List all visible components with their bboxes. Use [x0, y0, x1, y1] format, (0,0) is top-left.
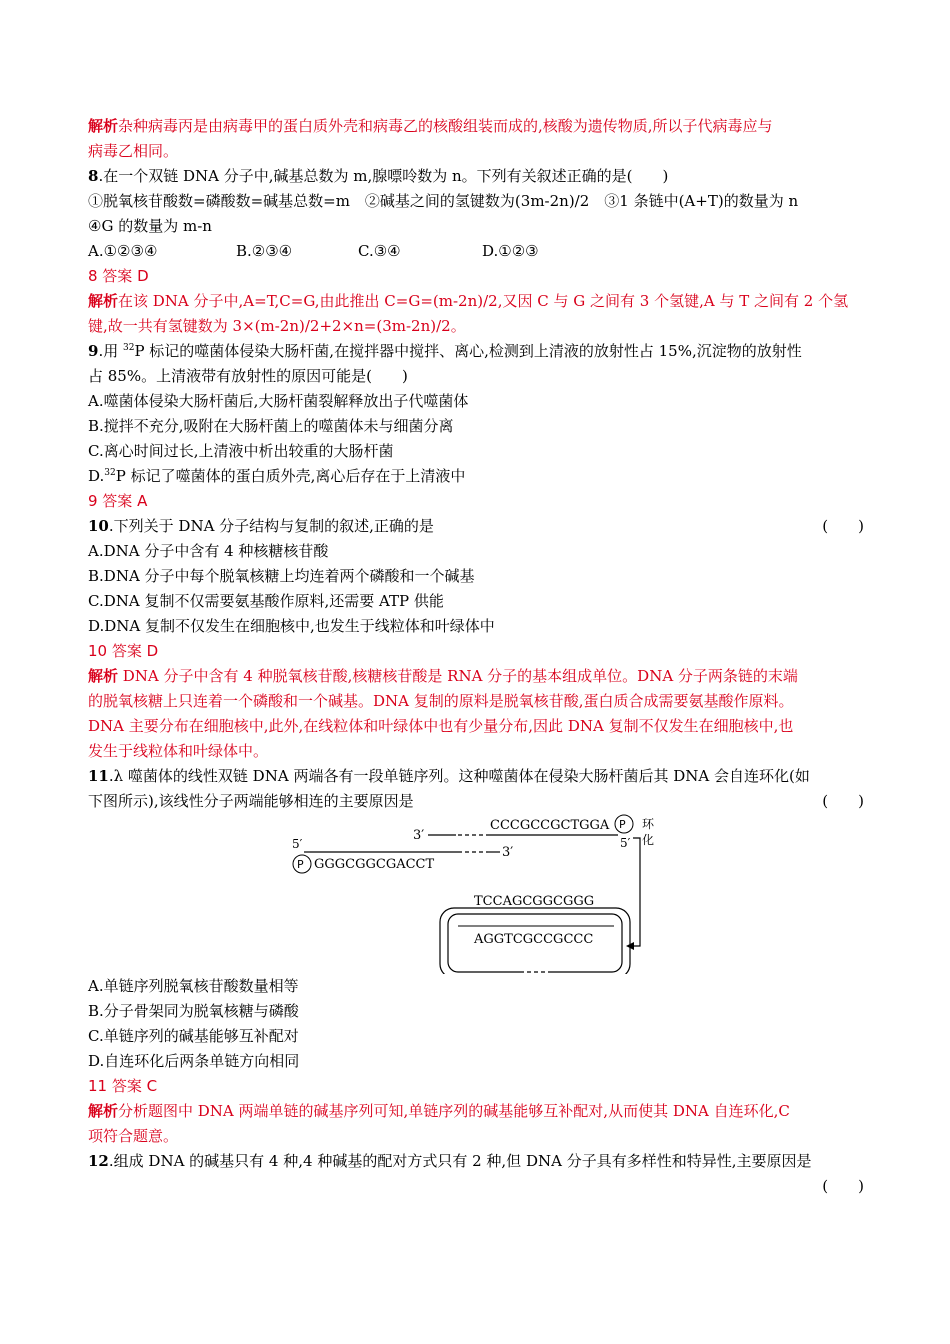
- q11-option-d[interactable]: D.自连环化后两条单链方向相同: [88, 1052, 300, 1070]
- q8-option-c[interactable]: C.③④: [358, 242, 401, 260]
- q10-option-a[interactable]: A.DNA 分子中含有 4 种核糖核苷酸: [88, 542, 329, 560]
- top-phosphate-label: P: [619, 818, 626, 831]
- q11-answer-bracket: ( ): [822, 792, 864, 810]
- q10-option-b[interactable]: B.DNA 分子中每个脱氧核糖上均连着两个磷酸和一个碱基: [88, 567, 475, 585]
- cyclize-arrow-line: [633, 838, 640, 946]
- q10-answer: 10 答案 D: [88, 642, 159, 660]
- q11-analysis-line-1: 解析分析题图中 DNA 两端单链的碱基序列可知,单链序列的碱基能够互补配对,从而使其 DNA 自连环化,C: [88, 1102, 790, 1120]
- q11-option-a[interactable]: A.单链序列脱氧核苷酸数量相等: [88, 977, 299, 995]
- q8-analysis-line-2: 键,故一共有氢键数为 3×(m-2n)/2+2×n=(3m-2n)/2。: [88, 317, 466, 335]
- q9-option-c[interactable]: C.离心时间过长,上清液中析出较重的大肠杆菌: [88, 442, 394, 460]
- q9-answer: 9 答案 A: [88, 492, 148, 510]
- q10-option-d[interactable]: D.DNA 复制不仅发生在细胞核中,也发生于线粒体和叶绿体中: [88, 617, 495, 635]
- q9-option-d[interactable]: D.$^{32}$P 标记了噬菌体的蛋白质外壳,离心后存在于上清液中: [88, 467, 466, 485]
- q10-analysis-line-2: 的脱氧核糖上只连着一个磷酸和一个碱基。DNA 复制的原料是脱氧核苷酸,蛋白质合成需要氨基酸作原料。: [88, 692, 794, 710]
- top-five-prime: 5′: [620, 836, 631, 850]
- bottom-five-prime: 5′: [292, 837, 303, 851]
- q10-stem: 10.下列关于 DNA 分子结构与复制的叙述,正确的是 ( ): [88, 514, 864, 539]
- bottom-sequence: GGGCGGCGACCT: [314, 857, 435, 872]
- q8-option-b[interactable]: B.②③④: [236, 242, 293, 260]
- q12-stem: 12.组成 DNA 的碱基只有 4 种,4 种碱基的配对方式只有 2 种,但 DNA 分子具有多样性和特异性,主要原因是: [88, 1152, 812, 1170]
- q8-items-2: ④G 的数量为 m-n: [88, 217, 212, 235]
- ring-top-sequence: TCCAGCGGCGGG: [474, 894, 595, 909]
- q7-analysis-line-1: 解析杂种病毒丙是由病毒甲的蛋白质外壳和病毒乙的核酸组装而成的,核酸为遗传物质,所以子代病毒应与: [88, 117, 773, 135]
- bottom-phosphate-label: P: [297, 858, 304, 871]
- q8-options: [88, 239, 864, 264]
- q12-bracket-line: [88, 1174, 864, 1199]
- q8-analysis-line-1: 解析在该 DNA 分子中,A=T,C=G,由此推出 C=G=(m-2n)/2,又因 C 与 G 之间有 3 个氢键,A 与 T 之间有 2 个氢: [88, 292, 849, 310]
- q8-items-1: ①脱氧核苷酸数=磷酸数=碱基总数=m ②碱基之间的氢键数为(3m-2n)/2 ③1 条链中(A+T)的数量为 n: [88, 192, 799, 210]
- q10-answer-bracket: ( ): [822, 517, 864, 535]
- top-three-prime: 3′: [413, 828, 425, 843]
- q9-stem-1: 9.用 $^{32}$P 标记的噬菌体侵染大肠杆菌,在搅拌器中搅拌、离心,检测到上清液的放射性占 15%,沉淀物的放射性: [88, 342, 802, 360]
- q11-stem-2: 下图所示),该线性分子两端能够相连的主要原因是 ( ): [88, 789, 864, 814]
- q7-analysis-line-2: 病毒乙相同。: [88, 142, 179, 160]
- ring-bottom-sequence: AGGTCGCCGCCC: [474, 932, 594, 947]
- q11-stem-1: 11.λ 噬菌体的线性双链 DNA 两端各有一段单链序列。这种噬菌体在侵染大肠杆菌后其 DNA 会自连环化(如: [88, 767, 810, 785]
- q9-option-b[interactable]: B.搅拌不充分,吸附在大肠杆菌上的噬菌体未与细菌分离: [88, 417, 454, 435]
- q10-analysis-line-4: 发生于线粒体和叶绿体中。: [88, 742, 269, 760]
- cyclize-label-2: 化: [642, 833, 655, 847]
- dna-cyclization-figure: [88, 814, 864, 974]
- bottom-three-prime: 3′: [502, 845, 514, 860]
- q10-option-c[interactable]: C.DNA 复制不仅需要氨基酸作原料,还需要 ATP 供能: [88, 592, 444, 610]
- q8-answer: 8 答案 D: [88, 267, 149, 285]
- q10-analysis-line-3: DNA 主要分布在细胞核中,此外,在线粒体和叶绿体中也有少量分布,因此 DNA 复制不仅发生在细胞核中,也: [88, 717, 794, 735]
- q11-answer: 11 答案 C: [88, 1077, 158, 1095]
- q11-analysis-line-2: 项符合题意。: [88, 1127, 179, 1145]
- q11-option-b[interactable]: B.分子骨架同为脱氧核糖与磷酸: [88, 1002, 299, 1020]
- q12-answer-bracket: ( ): [822, 1177, 864, 1195]
- dna-diagram: [288, 814, 668, 974]
- q8-option-a[interactable]: A.①②③④: [88, 242, 158, 260]
- q8-stem: 8.在一个双链 DNA 分子中,碱基总数为 m,腺嘌呤数为 n。下列有关叙述正确的是( ): [88, 167, 669, 185]
- q10-analysis-line-1: 解析 DNA 分子中含有 4 种脱氧核苷酸,核糖核苷酸是 RNA 分子的基本组成单位。DNA 分子两条链的末端: [88, 667, 798, 685]
- q9-option-a[interactable]: A.噬菌体侵染大肠杆菌后,大肠杆菌裂解释放出子代噬菌体: [88, 392, 469, 410]
- q9-stem-2: 占 85%。上清液带有放射性的原因可能是( ): [88, 367, 408, 385]
- document-page: [88, 114, 864, 1199]
- q11-option-c[interactable]: C.单链序列的碱基能够互补配对: [88, 1027, 299, 1045]
- top-sequence: CCCGCCGCTGGA: [490, 818, 610, 833]
- cyclize-label-1: 环: [642, 817, 655, 831]
- q8-option-d[interactable]: D.①②③: [482, 242, 539, 260]
